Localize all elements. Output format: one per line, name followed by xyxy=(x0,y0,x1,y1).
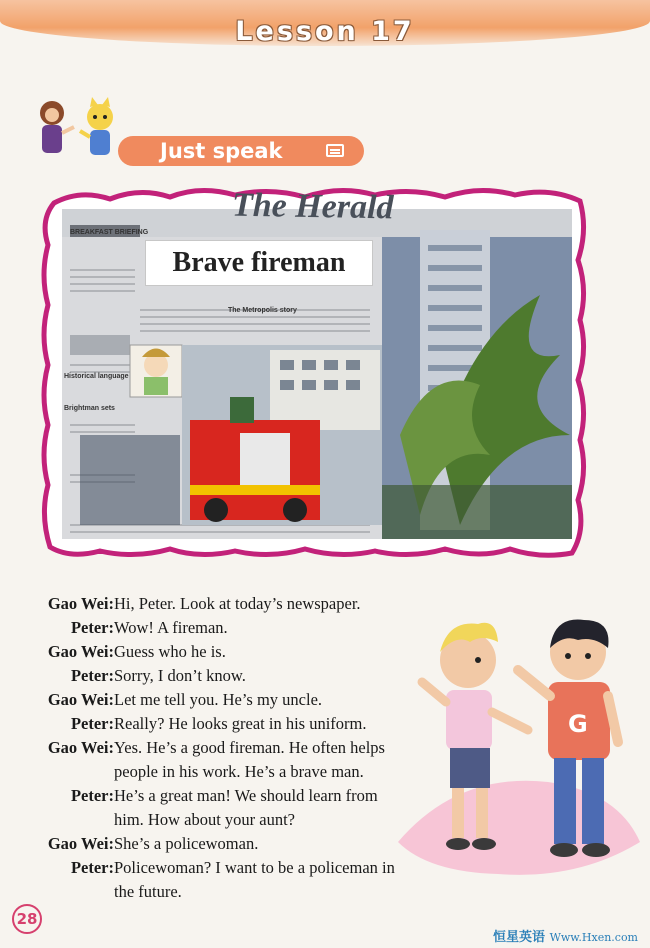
speaker-label: Gao Wei: xyxy=(47,594,114,613)
mascots-illustration xyxy=(30,95,130,165)
side-label: BREAKFAST BRIEFING xyxy=(70,229,149,236)
speaker-label: Peter: xyxy=(70,858,114,877)
page-number: 28 xyxy=(12,904,42,934)
side-label: Historical language xyxy=(64,373,129,380)
speaker-label: Gao Wei: xyxy=(47,834,114,853)
side-label: The Metropolis story xyxy=(228,307,297,314)
utterance: Hi, Peter. Look at today’s newspaper. xyxy=(114,594,361,613)
lesson-title: Lesson 17 xyxy=(235,16,415,47)
utterance: Sorry, I don’t know. xyxy=(114,666,246,685)
utterance: Let me tell you. He’s my uncle. xyxy=(114,690,323,709)
speaker-label: Gao Wei: xyxy=(47,642,114,661)
utterance: the future. xyxy=(114,882,182,901)
newspaper-masthead: The Herald xyxy=(231,186,394,227)
utterance: He’s a great man! We should learn from xyxy=(114,786,378,805)
utterance: Really? He looks great in his uniform. xyxy=(114,714,367,733)
svg-text:G: G xyxy=(568,710,588,738)
children-illustration xyxy=(378,612,650,892)
footer-brand xyxy=(493,926,638,945)
speaker-label: Peter: xyxy=(70,714,114,733)
utterance: She’s a policewoman. xyxy=(114,834,259,853)
utterance: Wow! A fireman. xyxy=(114,618,228,637)
speaker-label: Peter: xyxy=(70,618,114,637)
side-label: Brightman sets xyxy=(64,405,115,412)
brand-name: 恒星英语 xyxy=(493,930,546,945)
utterance: Policewoman? I want to be a policeman in xyxy=(114,858,395,877)
speaker-label: Gao Wei: xyxy=(47,690,114,709)
newspaper-headline: Brave fireman xyxy=(145,240,373,286)
utterance: Guess who he is. xyxy=(114,642,226,661)
speaker-label: Gao Wei: xyxy=(47,738,114,757)
section-label: Just speak xyxy=(160,139,283,163)
speaker-label: Peter: xyxy=(70,666,114,685)
brand-url[interactable]: Www.Hxen.com xyxy=(549,931,638,944)
speaker-label: Peter: xyxy=(70,786,114,805)
utterance: him. How about your aunt? xyxy=(114,810,296,829)
utterance: people in his work. He’s a brave man. xyxy=(114,762,364,781)
screen-icon xyxy=(326,144,344,157)
utterance: Yes. He’s a good fireman. He often helps xyxy=(114,738,385,757)
